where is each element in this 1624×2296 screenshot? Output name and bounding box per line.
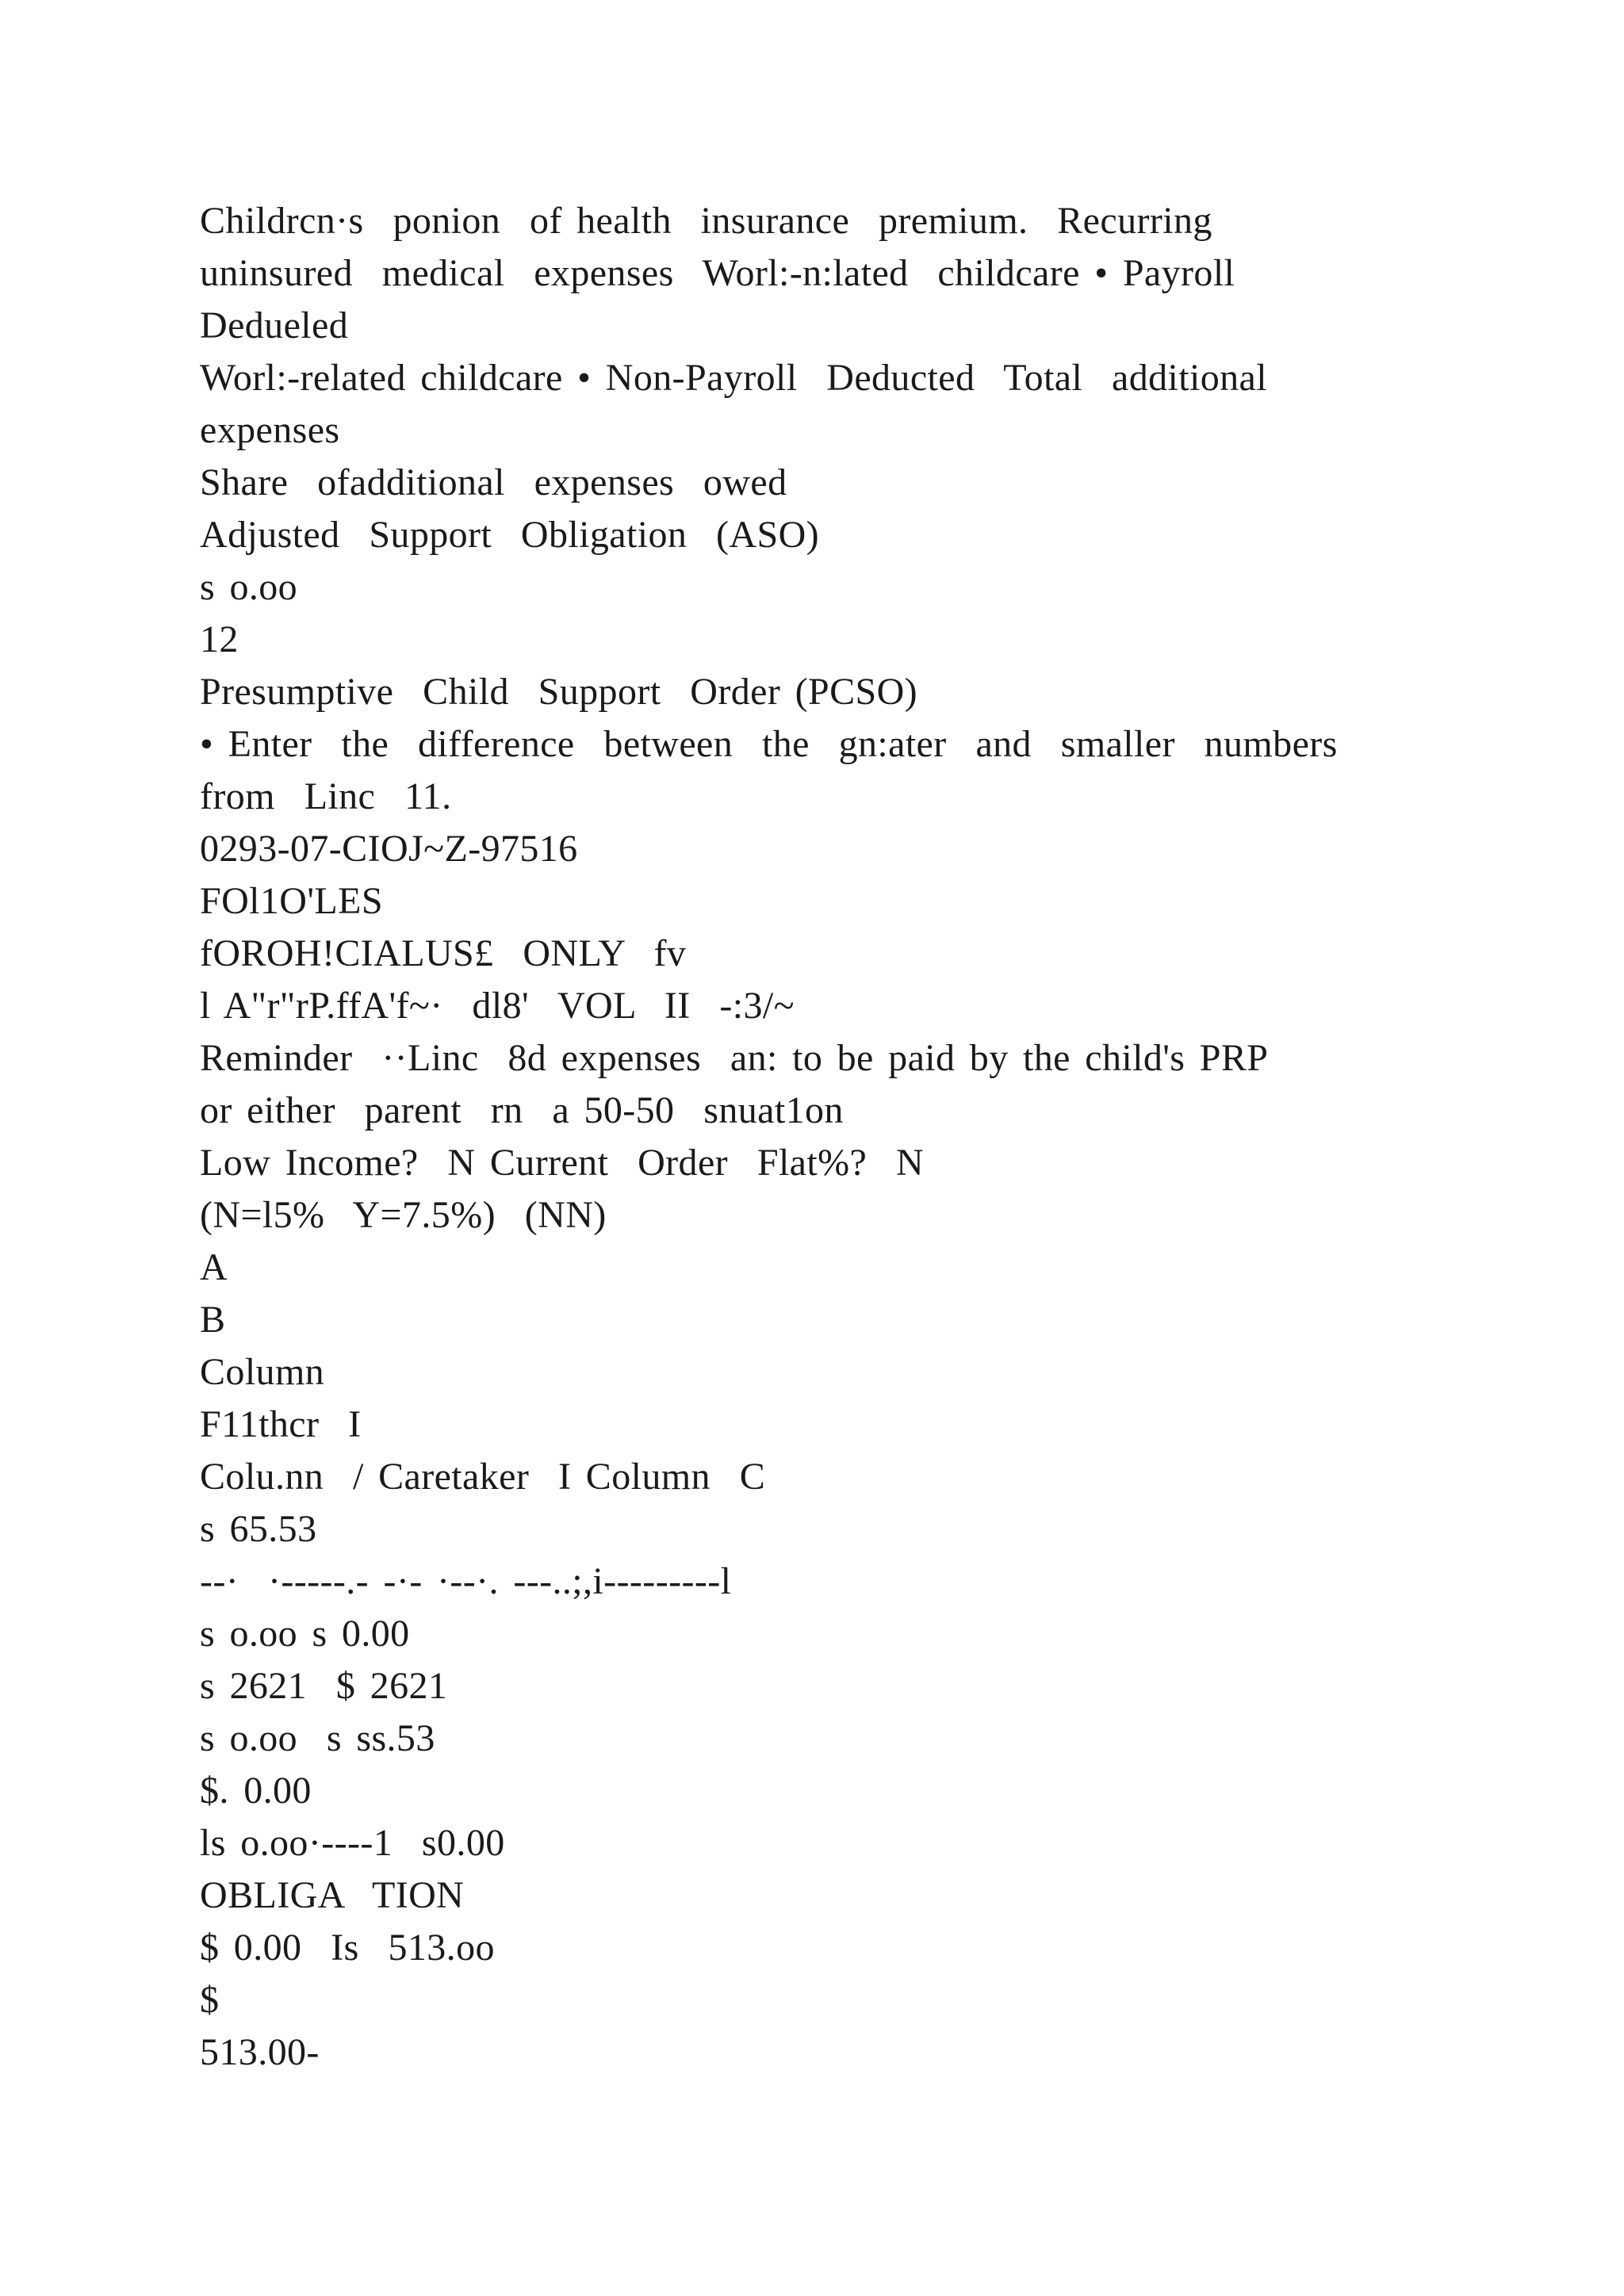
text-line: Colu.nn / Caretaker I Column C: [200, 1456, 766, 1498]
text-line: Share ofadditional expenses owed: [200, 461, 787, 503]
text-line: 12: [200, 618, 239, 660]
text-line: or either parent rn a 50-50 snuat1on: [200, 1089, 844, 1131]
text-line: $ 0.00 Is 513.oo: [200, 1927, 495, 1969]
text-line: Column: [200, 1351, 325, 1393]
text-line: --· ·-----.- -·- ·--·. ---..;,i---------l: [200, 1560, 732, 1602]
text-line: Worl:-related childcare • Non-Payroll Deducted Total additional: [200, 357, 1268, 399]
text-line: s 65.53: [200, 1508, 317, 1550]
text-line: Adjusted Support Obligation (ASO): [200, 514, 820, 556]
text-line: l A"r"rP.ffA'f~· dl8' VOL II -:3/~: [200, 985, 795, 1027]
text-line: fOROH!CIALUS£ ONLY fv: [200, 932, 687, 974]
text-line: Low Income? N Current Order Flat%? N: [200, 1142, 925, 1184]
text-line: A: [200, 1246, 228, 1288]
text-line: Reminder ··Linc 8d expenses an: to be paid by the child's PRP: [200, 1037, 1269, 1079]
text-line: uninsured medical expenses Worl:-n:lated childcare • Payroll: [200, 252, 1235, 294]
text-line: s o.oo: [200, 566, 298, 608]
text-line: s o.oo s ss.53: [200, 1717, 435, 1759]
text-line: expenses: [200, 409, 340, 451]
text-line: from Linc 11.: [200, 775, 452, 817]
text-line: Presumptive Child Support Order (PCSO): [200, 671, 918, 713]
text-line: OBLIGA TION: [200, 1874, 465, 1916]
text-line: 0293-07-CIOJ~Z-97516: [200, 828, 578, 870]
text-line: $: [200, 1979, 220, 2021]
text-line: $. 0.00: [200, 1770, 312, 1812]
text-line: s o.oo s 0.00: [200, 1613, 410, 1655]
text-line: Childrcn·s ponion of health insurance premium. Recurring: [200, 200, 1212, 242]
text-line: F11thcr I: [200, 1403, 362, 1445]
text-line: Dedueled: [200, 304, 349, 346]
text-line: ls o.oo·----1 s0.00: [200, 1822, 505, 1864]
text-line: (N=l5% Y=7.5%) (NN): [200, 1194, 607, 1236]
ocr-text-block: [200, 195, 1453, 2079]
text-line: s 2621 $ 2621: [200, 1665, 448, 1707]
text-line: B: [200, 1299, 226, 1341]
text-line: FOl1O'LES: [200, 880, 383, 922]
text-line: • Enter the difference between the gn:ater and smaller numbers: [200, 723, 1338, 765]
text-line: 513.00-: [200, 2031, 320, 2073]
